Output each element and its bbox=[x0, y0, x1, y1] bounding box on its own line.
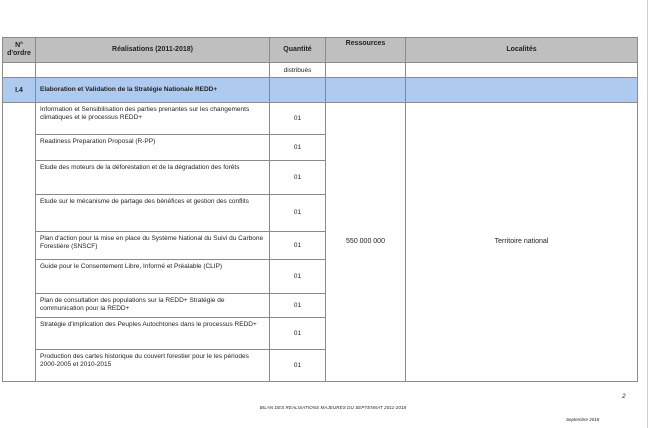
footer-date: Septembre 2018 bbox=[566, 417, 600, 422]
item-quantity: 01 bbox=[270, 260, 326, 294]
item-quantity: 01 bbox=[270, 195, 326, 232]
page-number: 2 bbox=[622, 393, 626, 400]
item-quantity: 01 bbox=[270, 135, 326, 161]
subheader-row bbox=[3, 63, 638, 78]
section-number: I.4 bbox=[3, 78, 36, 103]
item-quantity: 01 bbox=[270, 318, 326, 350]
item-description: Etude des moteurs de la déforestation et de la dégradation des forêts bbox=[36, 161, 270, 195]
item-description: Production des cartes historique du couvert forestier pour le les périodes 2000-2005 et 2010-2015 bbox=[36, 350, 270, 382]
item-quantity: 01 bbox=[270, 350, 326, 382]
item-description: Plan d'action pour la mise en place du Système National du Suivi du Carbone Forestière (SNSCF) bbox=[36, 232, 270, 260]
item-description: Etude sur le mécanisme de partage des bénéfices et gestion des conflits bbox=[36, 195, 270, 232]
item-description: Guide pour le Consentement Libre, Informé et Préalable (CLIP) bbox=[36, 260, 270, 294]
page-edge-divider bbox=[647, 0, 648, 428]
footer-title: BILAN DES REALISATIONS MAJEURES DU SEPTENNAT 2011-2018 bbox=[259, 405, 407, 410]
header-quantity: Quantité bbox=[270, 38, 326, 63]
table-header-row bbox=[3, 38, 638, 63]
item-description: Information et Sensibilisation des parties prenantes sur les changements climatiques et le processus REDD+ bbox=[36, 103, 270, 135]
locality-value: Territoire national bbox=[406, 103, 638, 382]
section-row bbox=[3, 78, 638, 103]
header-order: N° d'ordre bbox=[3, 38, 36, 63]
item-quantity: 01 bbox=[270, 103, 326, 135]
header-localities: Localités bbox=[406, 38, 638, 63]
table-row bbox=[3, 103, 638, 135]
order-blank-cell bbox=[3, 103, 36, 382]
item-description: Stratégie d'implication des Peuples Autochtones dans le processus REDD+ bbox=[36, 318, 270, 350]
item-description: Plan de consultation des populations sur la REDD+ Stratégie de communication pour la REDD+ bbox=[36, 294, 270, 318]
header-resources: Ressources bbox=[326, 38, 406, 63]
item-description: Readiness Preparation Proposal (R-PP) bbox=[36, 135, 270, 161]
achievements-table bbox=[2, 37, 638, 382]
quantity-subheader: distribués bbox=[270, 63, 326, 78]
item-quantity: 01 bbox=[270, 232, 326, 260]
header-achievements: Réalisations (2011-2018) bbox=[36, 38, 270, 63]
section-title: Elaboration et Validation de la Stratégie Nationale REDD+ bbox=[36, 78, 270, 103]
item-quantity: 01 bbox=[270, 294, 326, 318]
resources-value: 550 000 000 bbox=[326, 103, 406, 382]
item-quantity: 01 bbox=[270, 161, 326, 195]
